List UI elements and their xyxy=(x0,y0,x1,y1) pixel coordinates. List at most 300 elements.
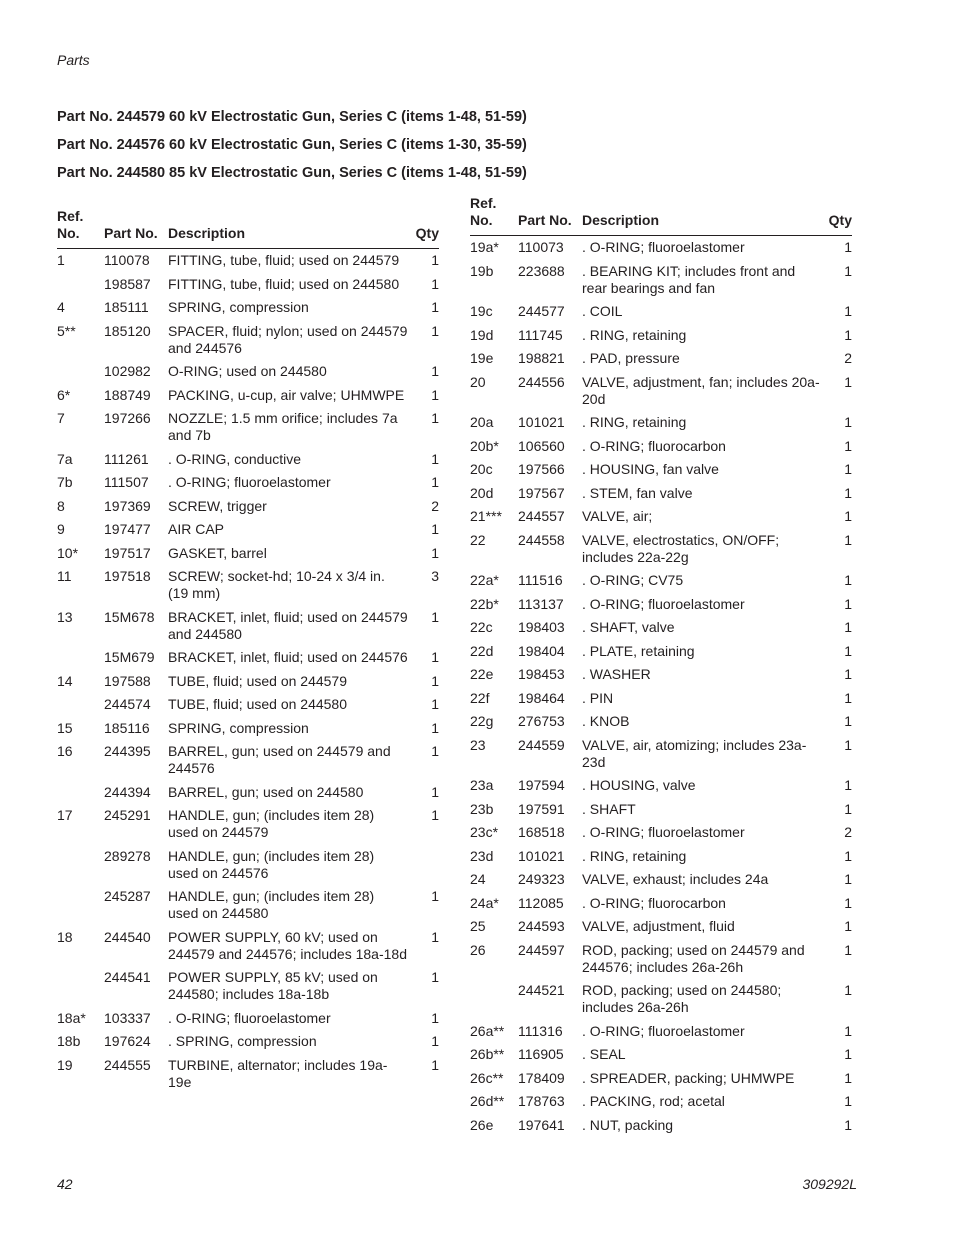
table-row xyxy=(57,296,439,320)
qty-cell: 1 xyxy=(844,871,852,887)
description-cell: VALVE, air; xyxy=(582,508,653,524)
description-cell: . PIN xyxy=(582,689,614,706)
description-cell: FITTING, tube, fluid; used on 244580 xyxy=(168,275,400,292)
table-header-row xyxy=(57,208,439,249)
part-number-cell: 244541 xyxy=(104,969,151,985)
table-row xyxy=(470,371,852,412)
table-row xyxy=(470,939,852,980)
table-row xyxy=(470,663,852,687)
table-row xyxy=(57,670,439,694)
table-row xyxy=(57,845,439,886)
ref-cell: 22g xyxy=(470,713,494,729)
description-cell: . O-RING, conductive xyxy=(168,450,302,467)
ref-cell: 22 xyxy=(470,531,486,548)
part-number-cell: 244540 xyxy=(104,928,151,945)
page-number: 42 xyxy=(57,1176,73,1192)
part-number-cell: 197566 xyxy=(518,461,565,477)
description-cell: ROD, packing; used on 244579 and 244576; includes 26a-26h xyxy=(582,941,805,975)
ref-cell xyxy=(57,693,104,717)
table-row xyxy=(470,798,852,822)
table-row xyxy=(470,845,852,869)
qty-cell: 1 xyxy=(431,275,439,292)
ref-cell: 18a* xyxy=(57,1009,86,1026)
ref-cell: 26e xyxy=(470,1116,494,1133)
description-cell: . O-RING; fluorocarbon xyxy=(582,437,726,454)
part-number-cell: 244556 xyxy=(518,373,565,390)
qty-cell: 1 xyxy=(844,508,852,524)
table-row xyxy=(470,915,852,939)
table-row xyxy=(470,435,852,459)
table-row xyxy=(57,249,439,273)
qty-cell: 1 xyxy=(431,474,439,490)
ref-cell: 7a xyxy=(57,450,73,467)
part-number-cell: 15M678 xyxy=(104,608,155,625)
qty-cell: 1 xyxy=(431,363,439,379)
description-cell: PACKING, u-cup, air valve; UHMWPE xyxy=(168,386,405,403)
description-cell: NOZZLE; 1.5 mm orifice; includes 7a and 7b xyxy=(168,410,398,443)
qty-cell: 1 xyxy=(431,719,439,736)
part-number-cell: 198404 xyxy=(518,642,565,659)
ref-cell: 20d xyxy=(470,484,494,501)
qty-cell xyxy=(408,845,439,886)
ref-cell: 22b* xyxy=(470,595,499,612)
ref-cell: 14 xyxy=(57,672,73,689)
part-number-cell: 197369 xyxy=(104,497,151,514)
table-row xyxy=(470,734,852,775)
table-row xyxy=(57,804,439,845)
parts-table-right xyxy=(470,195,852,1137)
description-cell: . O-RING; fluoroelastomer xyxy=(582,824,745,840)
qty-cell: 1 xyxy=(431,386,439,403)
description-cell: GASKET, barrel xyxy=(168,544,267,561)
qty-cell: 1 xyxy=(431,410,439,426)
description-cell: . O-RING; fluoroelastomer xyxy=(168,474,331,490)
ref-cell: 18 xyxy=(57,928,73,945)
table-row xyxy=(57,1030,439,1054)
qty-cell: 1 xyxy=(844,303,852,319)
table-row xyxy=(57,384,439,408)
description-cell: . BEARING KIT; includes front and rear bearings and fan xyxy=(582,262,796,296)
qty-cell: 1 xyxy=(844,713,852,729)
description-cell: HANDLE, gun; (includes item 28) used on 244579 xyxy=(168,807,375,840)
description-cell: . COIL xyxy=(582,303,623,319)
description-cell: SPACER, fluid; nylon; used on 244579 and 244576 xyxy=(168,322,408,356)
description-cell: . NUT, packing xyxy=(582,1116,674,1133)
description-cell: VALVE, adjustment, fan; includes 20a-20d xyxy=(582,373,820,407)
ref-cell: 5** xyxy=(57,322,76,339)
qty-cell: 1 xyxy=(844,689,852,706)
ref-cell: 13 xyxy=(57,608,73,625)
table-row xyxy=(470,1090,852,1114)
qty-cell: 1 xyxy=(844,642,852,659)
part-number-cell: 244395 xyxy=(104,743,151,759)
part-number-cell: 245287 xyxy=(104,888,151,904)
qty-cell: 1 xyxy=(431,783,439,800)
part-number-cell: 245291 xyxy=(104,807,151,823)
description-cell: . STEM, fan valve xyxy=(582,484,693,501)
part-number-cell: 244559 xyxy=(518,736,565,753)
ref-cell: 11 xyxy=(57,568,72,584)
ref-cell: 20 xyxy=(470,373,486,390)
description-cell: VALVE, adjustment, fluid xyxy=(582,918,735,934)
part-number-cell: 198453 xyxy=(518,666,565,682)
part-number-cell: 198464 xyxy=(518,689,565,706)
description-cell: . PACKING, rod; acetal xyxy=(582,1093,725,1109)
part-number-cell: 188749 xyxy=(104,386,151,403)
part-number-cell: 197518 xyxy=(104,568,151,584)
qty-cell: 1 xyxy=(844,595,852,612)
qty-cell: 1 xyxy=(844,1093,852,1109)
table-row xyxy=(57,542,439,566)
description-cell: FITTING, tube, fluid; used on 244579 xyxy=(168,252,400,268)
part-number-cell: 197588 xyxy=(104,672,151,689)
ref-cell: 23d xyxy=(470,847,494,864)
qty-cell: 1 xyxy=(431,1033,439,1049)
document-number: 309292L xyxy=(802,1176,857,1192)
table-row xyxy=(470,482,852,506)
qty-cell: 1 xyxy=(844,531,852,548)
qty-cell: 1 xyxy=(844,484,852,501)
part-number-cell: 244558 xyxy=(518,531,565,548)
ref-cell: 23a xyxy=(470,777,494,793)
part-number-cell: 110073 xyxy=(518,239,564,255)
description-cell: . HOUSING, fan valve xyxy=(582,461,719,477)
table-row xyxy=(57,448,439,472)
part-number-cell: 103337 xyxy=(104,1009,151,1026)
part-number-cell: 197567 xyxy=(518,484,565,501)
table-row xyxy=(57,407,439,448)
ref-cell: 26c** xyxy=(470,1069,504,1086)
description-cell: TUBE, fluid; used on 244580 xyxy=(168,696,348,712)
ref-cell: 24a* xyxy=(470,894,499,911)
ref-cell: 19d xyxy=(470,326,494,343)
table-row xyxy=(470,300,852,324)
ref-cell xyxy=(57,273,104,297)
part-number-cell: 185116 xyxy=(104,719,150,736)
table-row xyxy=(57,740,439,781)
table-row xyxy=(470,1020,852,1044)
ref-cell: 19a* xyxy=(470,239,499,255)
ref-cell: 23b xyxy=(470,800,494,817)
qty-cell: 1 xyxy=(844,572,852,588)
qty-cell: 1 xyxy=(431,888,439,904)
qty-cell: 1 xyxy=(844,1046,852,1062)
qty-cell: 1 xyxy=(431,608,439,625)
ref-cell: 20b* xyxy=(470,437,499,454)
qty-cell: 1 xyxy=(844,847,852,864)
qty-cell: 1 xyxy=(844,1022,852,1039)
ref-cell: 26b** xyxy=(470,1046,505,1062)
description-cell: BARREL, gun; used on 244580 xyxy=(168,783,364,800)
desc-header: Description xyxy=(582,195,821,236)
ref-cell: 4 xyxy=(57,299,65,315)
part-number-cell: 244574 xyxy=(104,696,151,712)
description-cell: SPRING, compression xyxy=(168,719,309,736)
part-number-cell: 249323 xyxy=(518,871,565,887)
table-row xyxy=(470,260,852,301)
table-row xyxy=(57,360,439,384)
part-number-cell: 111516 xyxy=(518,572,563,588)
part-number-cell: 197594 xyxy=(518,777,565,793)
description-cell: BRACKET, inlet, fluid; used on 244576 xyxy=(168,649,408,665)
part-number-cell: 116905 xyxy=(518,1046,564,1062)
table-row xyxy=(57,606,439,647)
qty-cell: 1 xyxy=(844,239,852,255)
qty-cell: 1 xyxy=(431,299,439,315)
description-cell: SPRING, compression xyxy=(168,299,309,315)
part-number-cell: 111261 xyxy=(104,450,149,467)
qty-cell: 1 xyxy=(844,437,852,454)
qty-cell: 1 xyxy=(431,544,439,561)
table-row xyxy=(57,693,439,717)
table-row xyxy=(470,569,852,593)
ref-cell: 18b xyxy=(57,1033,81,1049)
part-number-cell: 111316 xyxy=(518,1022,563,1039)
description-cell: ROD, packing; used on 244580; includes 26a-26h xyxy=(582,982,782,1015)
part-number-cell: 15M679 xyxy=(104,649,155,665)
table-row xyxy=(470,640,852,664)
table-row xyxy=(57,926,439,967)
part-number-cell: 185120 xyxy=(104,322,151,339)
part-number-cell: 244394 xyxy=(104,783,151,800)
ref-cell: 1 xyxy=(57,252,65,268)
part-number-cell: 276753 xyxy=(518,713,565,729)
table-row xyxy=(57,966,439,1007)
ref-cell xyxy=(57,845,104,886)
ref-cell xyxy=(57,781,104,805)
description-cell: . O-RING; fluorocarbon xyxy=(582,894,726,911)
qty-cell: 1 xyxy=(844,1069,852,1086)
title-block xyxy=(57,108,527,192)
description-cell: SCREW, trigger xyxy=(168,497,267,514)
part-number-cell: 168518 xyxy=(518,824,565,840)
description-cell: . HOUSING, valve xyxy=(582,777,696,793)
ref-cell: 7b xyxy=(57,474,73,490)
part-number-cell: 244557 xyxy=(518,508,565,524)
part-number-cell: 111745 xyxy=(518,326,563,343)
qty-cell: 1 xyxy=(431,969,439,985)
qty-cell: 1 xyxy=(844,262,852,279)
qty-cell: 1 xyxy=(844,777,852,793)
table-row xyxy=(57,1007,439,1031)
part-number-cell: 110078 xyxy=(104,252,150,268)
part-number-cell: 102982 xyxy=(104,363,151,379)
qty-cell: 1 xyxy=(844,800,852,817)
part-number-cell: 197266 xyxy=(104,410,151,426)
ref-cell: 19c xyxy=(470,303,493,319)
ref-cell xyxy=(57,360,104,384)
description-cell: . RING, retaining xyxy=(582,326,687,343)
table-row xyxy=(57,273,439,297)
description-cell: . SHAFT, valve xyxy=(582,619,675,635)
ref-cell xyxy=(470,979,518,1020)
title-244580: Part No. 244580 85 kV Electrostatic Gun, Series C (items 1-48, 51-59) xyxy=(57,165,527,181)
table-row xyxy=(470,1043,852,1067)
ref-cell: 10* xyxy=(57,544,79,561)
ref-cell: 8 xyxy=(57,497,65,514)
description-cell: . WASHER xyxy=(582,666,651,682)
description-cell: . O-RING; fluoroelastomer xyxy=(582,239,745,255)
description-cell: . O-RING; CV75 xyxy=(582,572,684,588)
part-number-cell: 178763 xyxy=(518,1093,565,1109)
ref-cell: 9 xyxy=(57,521,65,537)
qty-header: Qty xyxy=(408,208,439,249)
ref-cell: 21*** xyxy=(470,508,502,524)
qty-cell: 1 xyxy=(844,894,852,911)
qty-header: Qty xyxy=(821,195,852,236)
description-cell: . KNOB xyxy=(582,713,630,729)
ref-cell: 6* xyxy=(57,386,71,403)
qty-cell: 1 xyxy=(844,373,852,390)
table-row xyxy=(470,979,852,1020)
part-number-cell: 101021 xyxy=(518,847,565,864)
table-row xyxy=(470,458,852,482)
ref-cell: 20a xyxy=(470,414,494,430)
table-row xyxy=(470,774,852,798)
table-row xyxy=(470,324,852,348)
description-cell: O-RING; used on 244580 xyxy=(168,363,327,379)
description-cell: . SEAL xyxy=(582,1046,626,1062)
title-244579: Part No. 244579 60 kV Electrostatic Gun, Series C (items 1-48, 51-59) xyxy=(57,109,527,125)
table-row xyxy=(57,518,439,542)
qty-cell: 1 xyxy=(431,1056,439,1073)
table-row xyxy=(470,347,852,371)
description-cell: . SHAFT xyxy=(582,800,636,817)
description-cell: HANDLE, gun; (includes item 28) used on 244576 xyxy=(168,847,375,881)
part-number-cell: 112085 xyxy=(518,894,564,911)
ref-cell: 16 xyxy=(57,743,73,759)
table-header-row xyxy=(470,195,852,236)
ref-cell: 22a* xyxy=(470,572,499,588)
qty-cell: 1 xyxy=(431,928,439,945)
table-row xyxy=(57,646,439,670)
ref-cell: 24 xyxy=(470,871,486,887)
qty-cell: 1 xyxy=(431,1009,439,1026)
table-row xyxy=(470,236,852,260)
ref-header: Ref. No. xyxy=(57,208,104,249)
description-cell: VALVE, air, atomizing; includes 23a-23d xyxy=(582,736,807,770)
description-cell: . PAD, pressure xyxy=(582,350,680,366)
qty-cell: 1 xyxy=(431,743,439,759)
part-number-cell: 289278 xyxy=(104,847,151,864)
desc-header: Description xyxy=(168,208,408,249)
table-row xyxy=(57,565,439,606)
part-number-cell: 223688 xyxy=(518,262,565,279)
description-cell: TURBINE, alternator; includes 19a-19e xyxy=(168,1056,388,1090)
table-row xyxy=(57,1054,439,1095)
title-244576: Part No. 244576 60 kV Electrostatic Gun, Series C (items 1-30, 35-59) xyxy=(57,137,527,153)
description-cell: TUBE, fluid; used on 244579 xyxy=(168,672,348,689)
description-cell: . SPRING, compression xyxy=(168,1033,317,1049)
ref-header: Ref. No. xyxy=(470,195,518,236)
description-cell: BRACKET, inlet, fluid; used on 244579 and 244580 xyxy=(168,608,408,642)
part-number-cell: 106560 xyxy=(518,437,565,454)
part-number-cell: 244521 xyxy=(518,982,565,998)
description-cell: . PLATE, retaining xyxy=(582,642,695,659)
table-row xyxy=(470,821,852,845)
description-cell: . O-RING; fluoroelastomer xyxy=(582,1022,745,1039)
ref-cell: 22d xyxy=(470,642,494,659)
qty-cell: 1 xyxy=(431,672,439,689)
ref-cell: 19b xyxy=(470,262,494,279)
ref-cell: 19e xyxy=(470,350,494,366)
qty-cell: 1 xyxy=(844,1116,852,1133)
ref-cell xyxy=(57,885,104,926)
table-row xyxy=(470,529,852,570)
qty-cell: 1 xyxy=(431,322,439,339)
part-header: Part No. xyxy=(518,195,582,236)
table-row xyxy=(470,616,852,640)
description-cell: . RING, retaining xyxy=(582,847,687,864)
part-number-cell: 244555 xyxy=(104,1056,151,1073)
description-cell: BARREL, gun; used on 244579 and 244576 xyxy=(168,743,391,776)
ref-cell: 17 xyxy=(57,807,73,823)
table-row xyxy=(470,710,852,734)
part-number-cell: 244577 xyxy=(518,303,565,319)
qty-cell: 1 xyxy=(431,252,439,268)
part-number-cell: 178409 xyxy=(518,1069,565,1086)
part-number-cell: 101021 xyxy=(518,414,565,430)
description-cell: . O-RING; fluoroelastomer xyxy=(582,595,745,612)
qty-cell: 2 xyxy=(844,350,852,366)
qty-cell: 3 xyxy=(431,568,439,584)
table-row xyxy=(470,1067,852,1091)
qty-cell: 1 xyxy=(431,450,439,467)
parts-table-left xyxy=(57,208,439,1094)
qty-cell: 1 xyxy=(844,461,852,477)
ref-cell: 23c* xyxy=(470,824,499,840)
part-number-cell: 197477 xyxy=(104,521,151,537)
ref-cell: 23 xyxy=(470,736,486,753)
qty-cell: 1 xyxy=(844,619,852,635)
description-cell: SCREW; socket-hd; 10-24 x 3/4 in. (19 mm) xyxy=(168,568,385,601)
table-row xyxy=(57,717,439,741)
table-row xyxy=(57,471,439,495)
ref-cell: 15 xyxy=(57,719,73,736)
ref-cell: 20c xyxy=(470,461,493,477)
description-cell: VALVE, exhaust; includes 24a xyxy=(582,871,769,887)
part-number-cell: 197591 xyxy=(518,800,565,817)
part-number-cell: 244597 xyxy=(518,941,565,958)
ref-cell: 26a** xyxy=(470,1022,505,1039)
part-number-cell: 244593 xyxy=(518,918,565,934)
qty-cell: 1 xyxy=(844,666,852,682)
description-cell: POWER SUPPLY, 85 kV; used on 244580; includes 18a-18b xyxy=(168,969,378,1002)
qty-cell: 1 xyxy=(844,326,852,343)
table-row xyxy=(470,1114,852,1138)
table-row xyxy=(470,593,852,617)
table-row xyxy=(470,687,852,711)
qty-cell: 2 xyxy=(844,824,852,840)
part-number-cell: 185111 xyxy=(104,299,149,315)
part-number-cell: 197517 xyxy=(104,544,151,561)
ref-cell xyxy=(57,646,104,670)
description-cell: VALVE, electrostatics, ON/OFF; includes 22a-22g xyxy=(582,531,780,565)
qty-cell: 1 xyxy=(431,696,439,712)
qty-cell: 1 xyxy=(431,807,439,823)
ref-cell: 22e xyxy=(470,666,494,682)
ref-cell: 7 xyxy=(57,410,65,426)
table-row xyxy=(57,495,439,519)
ref-cell: 26 xyxy=(470,941,486,958)
part-number-cell: 111507 xyxy=(104,474,149,490)
qty-cell: 1 xyxy=(844,736,852,753)
part-number-cell: 113137 xyxy=(518,595,564,612)
table-row xyxy=(470,892,852,916)
part-number-cell: 197641 xyxy=(518,1116,565,1133)
description-cell: POWER SUPPLY, 60 kV; used on 244579 and 244576; includes 18a-18d xyxy=(168,928,407,962)
table-row xyxy=(57,781,439,805)
